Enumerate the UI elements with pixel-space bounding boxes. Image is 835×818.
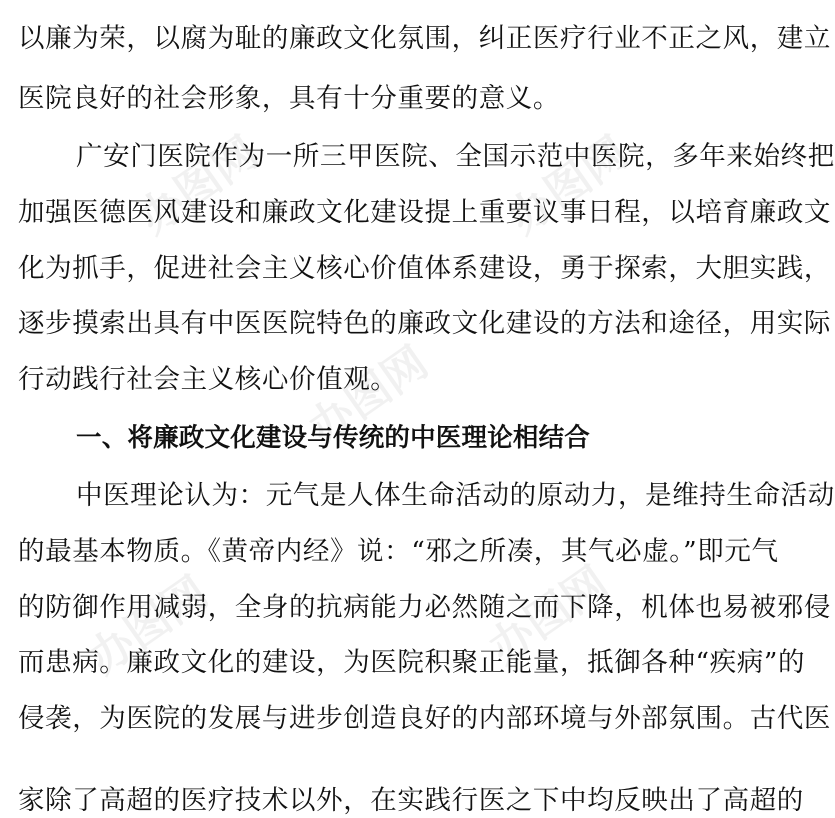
watermark-logo: 办图网: [129, 126, 268, 245]
watermark-logo: 办图网: [479, 556, 618, 675]
paragraph-line: 化为抓手，促进社会主义核心价值体系建设，勇于探索，大胆实践，: [18, 253, 831, 284]
watermark-logo: 办图网: [299, 336, 438, 455]
paragraph-line: 而患病。廉政文化的建设，为医院积聚正能量，抵御各种“疾病”的: [18, 647, 806, 678]
watermark-logo: 办图网: [79, 566, 218, 685]
paragraph-line: 家除了高超的医疗技术以外，在实践行医之下中均反映出了高超的: [18, 785, 804, 816]
paragraph-line: 的最基本物质。《黄帝内经》说：“邪之所凑，其气必虚。”即元气: [18, 536, 779, 567]
paragraph-line: 广安门医院作为一所三甲医院、全国示范中医院，多年来始终把: [76, 141, 835, 172]
paragraph-line: 中医理论认为：元气是人体生命活动的原动力，是维持生命活动: [76, 480, 835, 511]
paragraph-line: 行动践行社会主义核心价值观。: [18, 364, 398, 395]
paragraph-line: 医院良好的社会形象，具有十分重要的意义。: [18, 83, 560, 114]
paragraph-line: 逐步摸索出具有中医医院特色的廉政文化建设的方法和途径，用实际: [18, 308, 831, 339]
paragraph-line: 侵袭，为医院的发展与进步创造良好的内部环境与外部氛围。古代医: [18, 703, 831, 734]
paragraph-line: 的防御作用减弱，全身的抗病能力必然随之而下降，机体也易被邪侵: [18, 592, 831, 623]
paragraph-line: 以廉为荣，以腐为耻的廉政文化氛围，纠正医疗行业不正之风，建立: [18, 23, 831, 54]
section-heading: 一、将廉政文化建设与传统的中医理论相结合: [76, 423, 591, 453]
paragraph-line: 加强医德医风建设和廉政文化建设提上重要议事日程，以培育廉政文: [18, 197, 831, 228]
watermark-logo: 办图网: [499, 126, 638, 245]
